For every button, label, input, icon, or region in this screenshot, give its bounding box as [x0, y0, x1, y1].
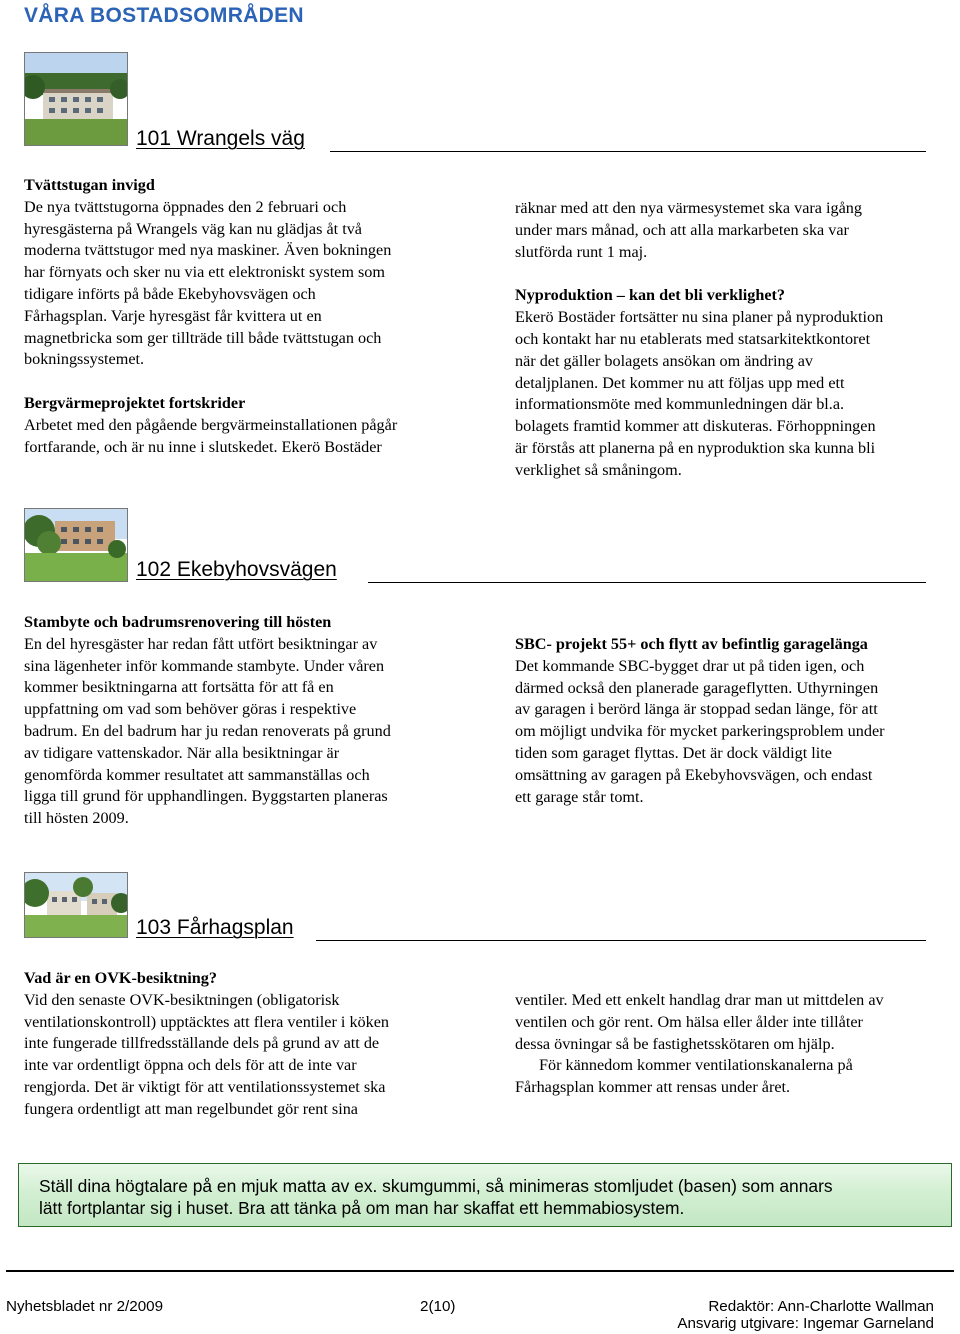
page-title: VÅRA BOSTADSOMRÅDEN	[24, 4, 304, 27]
text-line: tiden som garaget flyttas. Det är dock väldigt lite	[515, 743, 832, 762]
text-line: För kännedom kommer ventilationskanalerna på	[539, 1056, 853, 1075]
article-title: Tvättstugan invigd	[24, 176, 155, 194]
column-101-left	[24, 175, 494, 459]
text-line: till hösten 2009.	[24, 809, 129, 828]
footer-editor: Redaktör: Ann-Charlotte Wallman	[708, 1298, 934, 1315]
text-line: är förstås att planerna på en nyproduktion ska kunna bli	[515, 438, 876, 457]
text-line: Vid den senaste OVK-besiktningen (obligatorisk	[24, 990, 340, 1009]
text-line: Det kommande SBC-bygget drar ut på tiden igen, och	[515, 656, 865, 675]
text-line: Ekerö Bostäder fortsätter nu sina planer på nyproduktion	[515, 308, 884, 327]
text-line: En del hyresgäster har redan fått utfört besiktningar av	[24, 634, 378, 653]
text-line: Fårhagsplan kommer att rensas under året.	[515, 1078, 791, 1097]
text-line: Fårhagsplan. Varje hyresgäst får kvittera ut en	[24, 306, 322, 325]
text-line: detaljplanen. Det kommer nu att följas upp med ett	[515, 373, 845, 392]
tip-line: Ställ dina högtalare på en mjuk matta av ex. skumgummi, så minimeras stomljudet (basen) som annars	[39, 1176, 833, 1196]
text-line: ett garage står tomt.	[515, 787, 644, 806]
text-line: inte fungerade tillfredsställande dels på grund av att de	[24, 1034, 380, 1053]
text-line: räknar med att den nya värmesystemet ska vara igång	[515, 199, 862, 217]
text-line: har förnyats och sker nu via ett elektroniskt system som	[24, 263, 385, 282]
tip-box	[18, 1163, 952, 1227]
text-line: slutförda runt 1 maj.	[515, 242, 648, 261]
text-line: när det gäller bolagets ansökan om ändring av	[515, 351, 814, 370]
text-line: om möjligt undvika för mycket parkeringsproblem under	[515, 722, 885, 741]
text-line: tidigare införts på både Ekebyhovsvägen och	[24, 284, 316, 303]
text-line: uppfattning om vad som behöver göras i respektive	[24, 700, 357, 719]
text-line: bolagets framtid kommer att diskuteras. Förhoppningen	[515, 417, 876, 436]
column-101-right	[515, 198, 955, 482]
text-line: ligga till grund för upphandlingen. Byggstarten planeras	[24, 787, 388, 806]
text-line: kommer besiktningarna att fortsätta för att få en	[24, 678, 334, 697]
text-line: rengjorda. Det är viktigt för att ventilationssystemet ska	[24, 1077, 386, 1096]
text-line: verklighet så småningom.	[515, 460, 682, 479]
text-line: informationsmöte med kommunledningen där bl.a.	[515, 395, 845, 414]
text-line: De nya tvättstugorna öppnades den 2 februari och	[24, 197, 347, 216]
text-line: under mars månad, och att alla markarbeten ska var	[515, 220, 849, 239]
text-line: ventilen och gör rent. Om hälsa eller ålder inte tillåter	[515, 1012, 863, 1031]
footer-rule	[6, 1270, 954, 1272]
section-heading-103: 103 Fårhagsplan	[136, 916, 294, 939]
article-title: Bergvärmeprojektet fortskrider	[24, 394, 246, 413]
text-line: fungera ordentligt att man regelbundet gör rent sina	[24, 1099, 358, 1118]
text-line: inte var ordentligt öppna och dels för att de inte var	[24, 1056, 357, 1075]
tip-text	[39, 1175, 939, 1219]
article-title: SBC- projekt 55+ och flytt av befintlig garagelänga	[515, 635, 868, 653]
text-line: hyresgästerna på Wrangels väg kan nu glädjas åt två	[24, 219, 362, 238]
houses-trees-photo	[24, 872, 128, 938]
footer-page-number: 2(10)	[420, 1298, 456, 1315]
article-title: Stambyte och badrumsrenovering till hösten	[24, 613, 332, 631]
tip-line: lätt fortplantar sig i huset. Bra att tänka på om man har skaffat ett hemmabiosystem.	[39, 1198, 685, 1218]
text-line: av garagen i berörd länga är stoppad sedan länge, för att	[515, 700, 878, 719]
section-heading-102: 102 Ekebyhovsvägen	[136, 558, 337, 581]
text-line: därmed också den planerade garageflytten. Uthyrningen	[515, 678, 879, 697]
text-line: dessa övningar så be fastighetsskötaren om hjälp.	[515, 1034, 835, 1053]
text-line: Arbetet med den pågående bergvärmeinstallationen pågår	[24, 415, 398, 434]
footer-publisher: Ansvarig utgivare: Ingemar Garneland	[677, 1315, 934, 1332]
text-line: magnetbricka som ger tillträde till både tvättstugan och	[24, 328, 382, 347]
article-title: Nyproduktion – kan det bli verklighet?	[515, 286, 785, 305]
text-line: ventilationskontroll) upptäcktes att flera ventiler i köken	[24, 1012, 390, 1031]
column-102-left	[24, 612, 494, 830]
apartment-building-photo	[24, 52, 128, 146]
column-102-right	[515, 634, 955, 808]
column-103-left	[24, 968, 494, 1121]
column-103-right	[515, 990, 955, 1099]
text-line: bokningssystemet.	[24, 350, 145, 369]
heading-rule	[368, 582, 926, 583]
section-heading-101: 101 Wrangels väg	[136, 127, 305, 150]
text-line: genomförda kommer resultatet att sammanställas och	[24, 765, 370, 784]
heading-rule	[330, 151, 926, 152]
apartment-garden-photo	[24, 508, 128, 582]
text-line: av tidigare vattenskador. När alla besiktningar är	[24, 743, 340, 762]
footer-newsletter: Nyhetsbladet nr 2/2009	[6, 1298, 164, 1315]
heading-rule	[316, 940, 926, 941]
text-line: sina lägenheter inför kommande stambyte. Under våren	[24, 656, 385, 675]
text-line: ventiler. Med ett enkelt handlag drar man ut mittdelen av	[515, 991, 884, 1009]
text-line: och kontakt har nu etablerats med statsarkitektkontoret	[515, 329, 871, 348]
text-line: moderna tvättstugor med nya maskiner. Även bokningen	[24, 241, 392, 260]
text-line: fortfarande, och är nu inne i slutskedet. Ekerö Bostäder	[24, 437, 382, 456]
text-line: omsättning av garagen på Ekebyhovsvägen, och endast	[515, 765, 873, 784]
article-title: Vad är en OVK-besiktning?	[24, 969, 217, 987]
text-line: badrum. En del badrum har ju redan renoverats på grund	[24, 721, 391, 740]
